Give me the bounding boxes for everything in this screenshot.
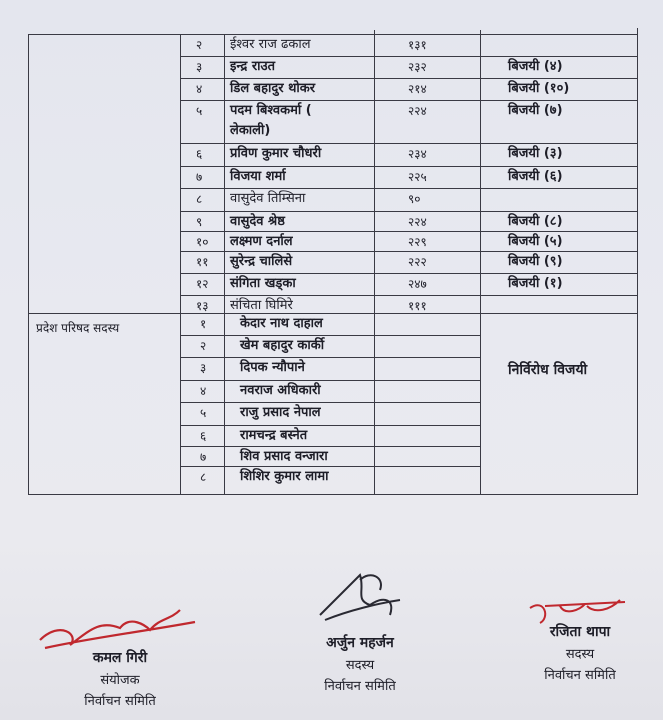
result-label: बिजयी (१) bbox=[508, 276, 563, 291]
candidate-name: खेम बहादुर कार्की bbox=[240, 338, 325, 353]
row-separator bbox=[180, 100, 637, 101]
row-separator bbox=[180, 425, 480, 426]
signatory-role: संयोजक bbox=[100, 673, 140, 688]
row-separator bbox=[180, 143, 637, 144]
result-label: बिजयी (८) bbox=[508, 214, 563, 229]
candidate-name: प्रविण कुमार चौधरी bbox=[230, 146, 322, 161]
signatory-committee: निर्वाचन समिति bbox=[84, 694, 156, 709]
candidate-name: संचिता घिमिरे bbox=[230, 298, 293, 313]
row-separator bbox=[180, 295, 637, 296]
serial-number: २ bbox=[196, 38, 203, 52]
result-label: बिजयी (१०) bbox=[508, 81, 570, 96]
signatory-name: अर्जुन महर्जन bbox=[326, 635, 394, 651]
serial-number: १० bbox=[196, 235, 209, 249]
serial-number: ७ bbox=[200, 450, 207, 464]
serial-number: १३ bbox=[196, 299, 209, 313]
candidate-name: शिशिर कुमार लामा bbox=[240, 469, 329, 484]
candidate-name: केदार नाथ दाहाल bbox=[240, 316, 323, 331]
row-separator bbox=[180, 211, 637, 212]
candidate-name: संगिता खड्का bbox=[230, 276, 296, 291]
category-divider bbox=[28, 313, 180, 314]
serial-number: ११ bbox=[196, 255, 209, 269]
vote-count: २२४ bbox=[408, 215, 427, 229]
vote-count: १११ bbox=[408, 299, 427, 313]
result-label: बिजयी (४) bbox=[508, 59, 563, 74]
serial-number: ५ bbox=[196, 104, 203, 118]
candidate-name: इन्द्र राउत bbox=[230, 59, 276, 74]
signature-arjun-maharjan bbox=[300, 565, 410, 635]
serial-number: ३ bbox=[200, 361, 207, 375]
serial-number: ६ bbox=[200, 429, 207, 443]
row-separator bbox=[180, 335, 480, 336]
candidate-name: पदम बिश्वकर्मा ( bbox=[230, 103, 312, 118]
serial-number: ७ bbox=[196, 170, 203, 184]
table-left-border bbox=[28, 34, 29, 494]
table-top-border bbox=[28, 34, 637, 35]
table-right-border bbox=[637, 28, 638, 495]
vote-count: २२२ bbox=[408, 255, 427, 269]
candidate-name: वासुदेव तिम्सिना bbox=[230, 191, 306, 206]
candidate-name: डिल बहादुर थोकर bbox=[230, 81, 316, 96]
vote-count: २३२ bbox=[408, 60, 427, 74]
candidate-name: रामचन्द्र बस्नेत bbox=[240, 428, 308, 443]
candidate-name-cont: लेकाली) bbox=[230, 123, 271, 138]
serial-number: ३ bbox=[196, 60, 203, 74]
row-separator bbox=[180, 466, 480, 467]
candidate-name: राजु प्रसाद नेपाल bbox=[240, 405, 321, 420]
serial-number: १ bbox=[200, 317, 207, 331]
vote-count: २४७ bbox=[408, 277, 427, 291]
result-label: बिजयी (३) bbox=[508, 146, 563, 161]
serial-number: ९ bbox=[196, 215, 203, 229]
candidate-name: विजया शर्मा bbox=[230, 169, 286, 184]
signatory-name: रजिता थापा bbox=[549, 624, 611, 640]
vote-count: १३१ bbox=[408, 38, 427, 52]
serial-number: ४ bbox=[200, 384, 207, 398]
row-separator bbox=[180, 166, 637, 167]
result-label: बिजयी (६) bbox=[508, 169, 563, 184]
vote-count: २३४ bbox=[408, 147, 427, 161]
category-label: प्रदेश परिषद सदस्य bbox=[36, 321, 120, 335]
signatory-committee: निर्वाचन समिति bbox=[324, 679, 396, 694]
signatory-1 bbox=[60, 648, 180, 709]
signatory-name: कमल गिरी bbox=[92, 650, 148, 666]
row-separator bbox=[180, 273, 637, 274]
candidate-name: सुरेन्द्र चालिसे bbox=[230, 254, 293, 269]
row-separator bbox=[180, 231, 637, 232]
candidate-name: शिव प्रसाद वन्जारा bbox=[240, 449, 328, 464]
serial-number: ८ bbox=[196, 192, 203, 206]
serial-number: २ bbox=[200, 339, 207, 353]
vote-count: २२५ bbox=[408, 170, 427, 184]
serial-number: ८ bbox=[200, 470, 207, 484]
row-separator bbox=[180, 251, 637, 252]
row-separator bbox=[180, 380, 480, 381]
signatory-role: सदस्य bbox=[565, 647, 595, 662]
serial-number: ४ bbox=[196, 82, 203, 96]
row-separator bbox=[180, 446, 480, 447]
candidate-name: लक्ष्मण दर्नाल bbox=[230, 234, 293, 249]
table-bottom-border bbox=[28, 494, 637, 495]
group-result-label: निर्विरोध विजयी bbox=[508, 362, 588, 378]
candidate-name: ईश्वर राज ढकाल bbox=[230, 37, 311, 52]
serial-number: ६ bbox=[196, 147, 203, 161]
signatory-2 bbox=[300, 633, 420, 694]
signatory-role: सदस्य bbox=[345, 658, 375, 673]
serial-number: ५ bbox=[200, 406, 207, 420]
row-separator bbox=[180, 402, 480, 403]
vote-count: २१४ bbox=[408, 82, 427, 96]
row-separator bbox=[180, 78, 637, 79]
serial-number: १२ bbox=[196, 277, 209, 291]
row-separator bbox=[180, 188, 637, 189]
vote-count: २२४ bbox=[408, 104, 427, 118]
result-label: बिजयी (७) bbox=[508, 103, 563, 118]
candidate-name: दिपक न्यौपाने bbox=[240, 360, 305, 375]
candidate-name: वासुदेव श्रेष्ठ bbox=[230, 214, 285, 229]
result-label: बिजयी (५) bbox=[508, 234, 563, 249]
candidate-name: नवराज अधिकारी bbox=[240, 383, 321, 398]
row-separator bbox=[180, 56, 637, 57]
vote-count: ९० bbox=[408, 192, 421, 206]
row-separator bbox=[180, 357, 480, 358]
vote-count: २२९ bbox=[408, 235, 427, 249]
result-label: बिजयी (९) bbox=[508, 254, 563, 269]
signatory-committee: निर्वाचन समिति bbox=[544, 668, 616, 683]
signatory-3 bbox=[520, 622, 640, 683]
